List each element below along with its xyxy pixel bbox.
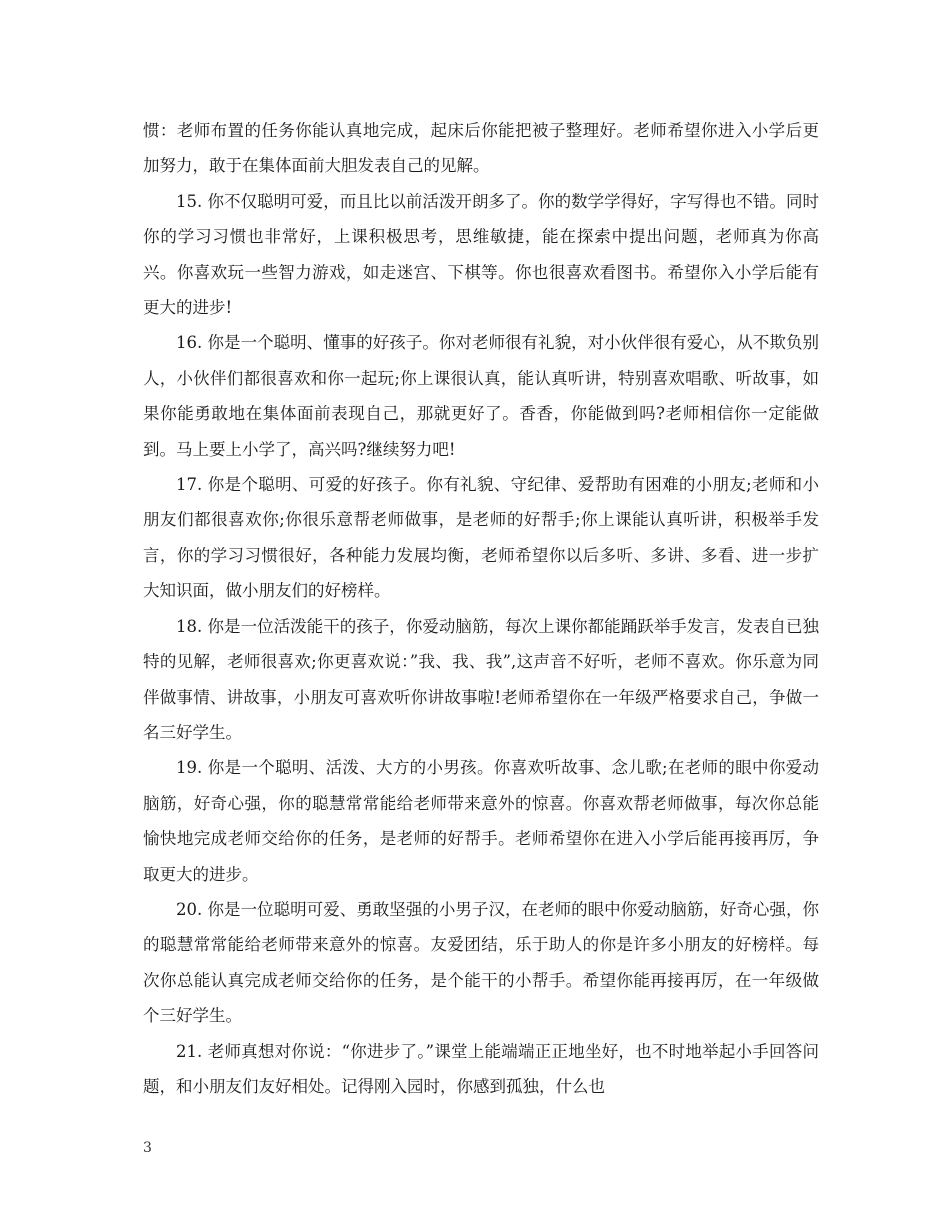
paragraph-continuation: 惯：老师布置的任务你能认真地完成，起床后你能把被子整理好。老师希望你进入小学后更加努力，敢于在集体面前大胆发表自己的见解。	[143, 121, 819, 176]
document-body	[143, 113, 819, 1104]
paragraph-item-20: 20. 你是一位聪明可爱、勇敢坚强的小男子汉，在老师的眼中你爱动脑筋，好奇心强，你的聪慧常常能给老师带来意外的惊喜。友爱团结，乐于助人的你是许多小朋友的好榜样。每次你总能认真完成老师交给你的任务，是个能干的小帮手。希望你能再接再厉，在一年级做个三好学生。	[143, 899, 819, 1026]
paragraph-item-19: 19. 你是一个聪明、活泼、大方的小男孩。你喜欢听故事、念儿歌;在老师的眼中你爱动脑筋，好奇心强，你的聪慧常常能给老师带来意外的惊喜。你喜欢帮老师做事，每次你总能愉快地完成老师交给你的任务，是老师的好帮手。老师希望你在进入小学后能再接再厉，争取更大的进步。	[143, 758, 819, 884]
paragraph-item-16: 16. 你是一个聪明、懂事的好孩子。你对老师很有礼貌，对小伙伴很有爱心，从不欺负别人，小伙伴们都很喜欢和你一起玩;你上课很认真，能认真听讲，特别喜欢唱歌、听故事，如果你能勇敢地在集体面前表现自己，那就更好了。香香，你能做到吗?老师相信你一定能做到。马上要上小学了，高兴吗?继续努力吧!	[143, 333, 819, 459]
paragraph-item-17: 17. 你是个聪明、可爱的好孩子。你有礼貌、守纪律、爱帮助有困难的小朋友;老师和小朋友们都很喜欢你;你很乐意帮老师做事，是老师的好帮手;你上课能认真听讲，积极举手发言，你的学习习惯很好，各种能力发展均衡，老师希望你以后多听、多讲、多看、进一步扩大知识面，做小朋友们的好榜样。	[143, 475, 819, 601]
page-number: 3	[143, 1140, 152, 1156]
paragraph-item-21: 21. 老师真想对你说：“你进步了。”课堂上能端端正正地坐好，也不时地举起小手回答问题，和小朋友们友好相处。记得刚入园时，你感到孤独，什么也	[143, 1041, 819, 1096]
paragraph-item-15: 15. 你不仅聪明可爱，而且比以前活泼开朗多了。你的数学学得好，字写得也不错。同时你的学习习惯也非常好，上课积极思考，思维敏捷，能在探索中提出问题，老师真为你高兴。你喜欢玩一些智力游戏，如走迷宫、下棋等。你也很喜欢看图书。希望你入小学后能有更大的进步!	[143, 191, 819, 318]
paragraph-item-18: 18. 你是一位活泼能干的孩子，你爱动脑筋，每次上课你都能踊跃举手发言，发表自已独特的见解，老师很喜欢;你更喜欢说：”我、我、我”,这声音不好听，老师不喜欢。你乐意为同伴做事情、讲故事，小朋友可喜欢听你讲故事啦!老师希望你在一年级严格要求自己，争做一名三好学生。	[143, 616, 819, 742]
